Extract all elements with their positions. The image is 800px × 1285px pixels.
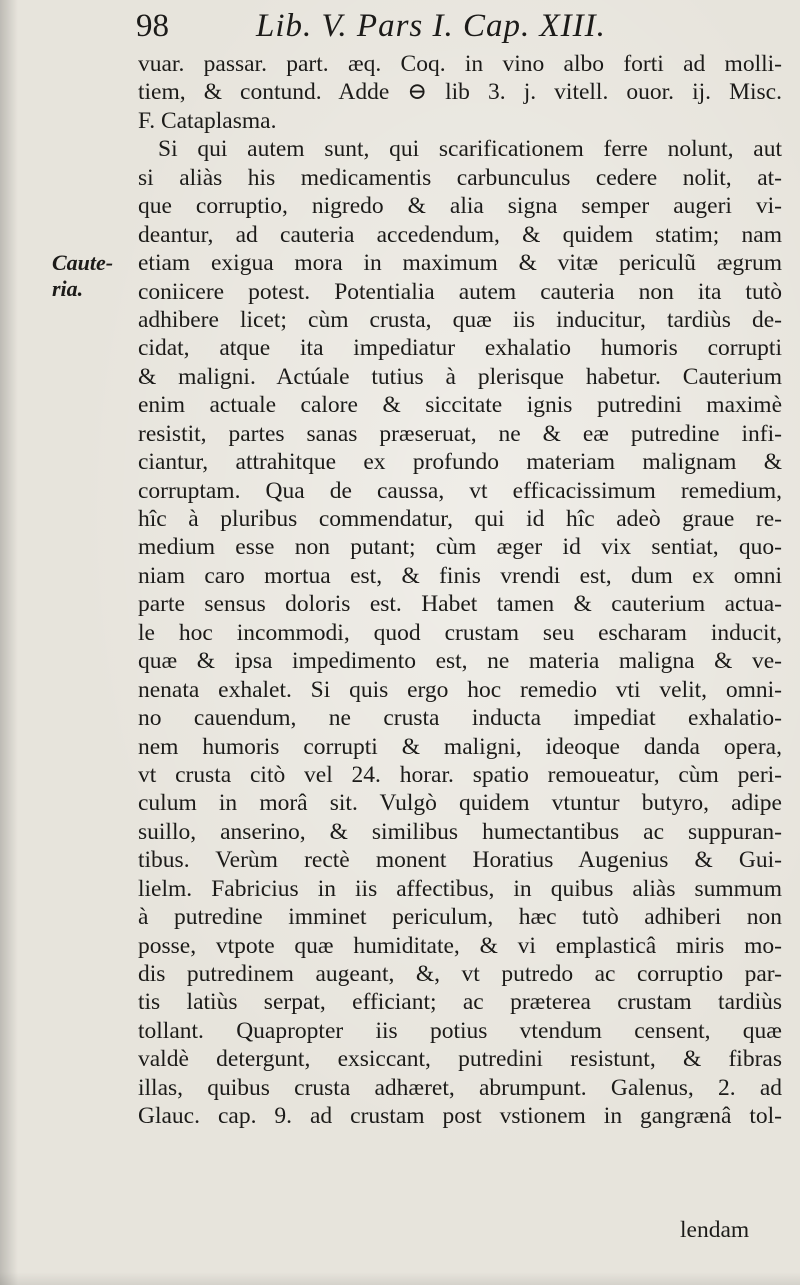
text-line: tiem, & contund. Adde ⊖ lib 3. j. vitell. ouor. ij. Misc. — [138, 79, 782, 106]
text-line: tollant. Quapropter iis potius vtendum censent, quæ — [138, 1017, 782, 1044]
text-line: le hoc incommodi, quod crustam seu escharam inducit, — [138, 619, 782, 646]
text-line: medium esse non putant; cùm æger id vix sentiat, quo- — [138, 534, 782, 561]
text-line: tis latiùs serpat, efficiant; ac præterea crustam tardiùs — [138, 989, 782, 1016]
text-line: culum in morâ sit. Vulgò quidem vtuntur butyro, adipe — [138, 790, 782, 817]
text-line: deantur, ad cauteria accedendum, & quidem statim; nam — [138, 221, 782, 248]
text-line: & maligni. Actúale tutius à plerisque habetur. Cauterium — [138, 363, 782, 390]
text-line: corruptam. Qua de caussa, vt efficacissimum remedium, — [138, 477, 782, 504]
text-line: hîc à pluribus commendatur, qui id hîc adeò graue re- — [138, 506, 782, 532]
catchword: lendam — [680, 1217, 750, 1243]
text-line: posse, vtpote quæ humiditate, & vi emplasticâ miris mo- — [138, 932, 782, 959]
marginal-note-line: Caute- — [52, 250, 114, 275]
text-line: resistit, partes sanas præseruat, ne & eæ putredine infi- — [138, 420, 782, 447]
text-line: etiam exigua mora in maximum & vitæ periculũ ægrum — [138, 250, 782, 277]
text-line: tibus. Verùm rectè monent Horatius Augenius & Gui- — [138, 847, 782, 874]
text-line: nenata exhalet. Si quis ergo hoc remedio vti velit, omni- — [138, 676, 782, 703]
text-line: ciantur, attrahitque ex profundo materiam malignam & — [138, 449, 782, 476]
text-line: parte sensus doloris est. Habet tamen & cauterium actua- — [138, 591, 782, 618]
text-line: quæ & ipsa impedimento est, ne materia maligna & ve- — [138, 648, 782, 675]
text-line: coniicere potest. Potentialia autem cauteria non ita tutò — [138, 278, 782, 305]
running-header — [136, 8, 776, 48]
text-line: illas, quibus crusta adhæret, abrumpunt. Galenus, 2. ad — [138, 1074, 782, 1101]
text-line: F. Cataplasma. — [138, 107, 277, 134]
text-line: lielm. Fabricius in iis affectibus, in quibus aliàs summum — [138, 875, 782, 902]
text-line: vuar. passar. part. æq. Coq. in vino albo forti ad molli- — [138, 51, 782, 77]
body-text — [138, 50, 782, 1131]
text-line: enim actuale calore & siccitate ignis putredini maximè — [138, 392, 782, 419]
marginal-note — [52, 250, 122, 302]
text-line: niam caro mortua est, & finis vrendi est, dum ex omni — [138, 562, 782, 589]
text-line: adhibere licet; cùm crusta, quæ iis inducitur, tardiùs de- — [138, 306, 782, 333]
running-title: Lib. V. Pars I. Cap. XIII. — [256, 8, 606, 44]
text-line: Si qui autem sunt, qui scarificationem ferre nolunt, aut — [158, 136, 782, 163]
page-bottom-shade — [0, 1272, 800, 1285]
text-line: valdè detergunt, exsiccant, putredini resistunt, & fibras — [138, 1046, 782, 1073]
gutter-shadow — [0, 0, 18, 1285]
text-line: dis putredinem augeant, &, vt putredo ac corruptio par- — [138, 961, 782, 987]
text-line: cidat, atque ita impediatur exhalatio humoris corrupti — [138, 335, 782, 362]
text-line: que corruptio, nigredo & alia signa semper augeri vi- — [138, 193, 782, 220]
text-line: vt crusta citò vel 24. horar. spatio remoueatur, cùm peri- — [138, 761, 782, 788]
page-number: 98 — [136, 8, 169, 44]
text-line: nem humoris corrupti & maligni, ideoque danda opera, — [138, 733, 782, 760]
text-line: à putredine imminet periculum, hæc tutò adhiberi non — [138, 904, 782, 931]
text-line: si aliàs his medicamentis carbunculus cedere nolit, at- — [138, 164, 782, 191]
text-line: Glauc. cap. 9. ad crustam post vstionem in gangrænâ tol- — [138, 1103, 782, 1130]
marginal-note-line: ria. — [52, 276, 84, 301]
text-line: suillo, anserino, & similibus humectantibus ac suppuran- — [138, 818, 782, 845]
text-line: no cauendum, ne crusta inducta impediat exhalatio- — [138, 705, 782, 732]
